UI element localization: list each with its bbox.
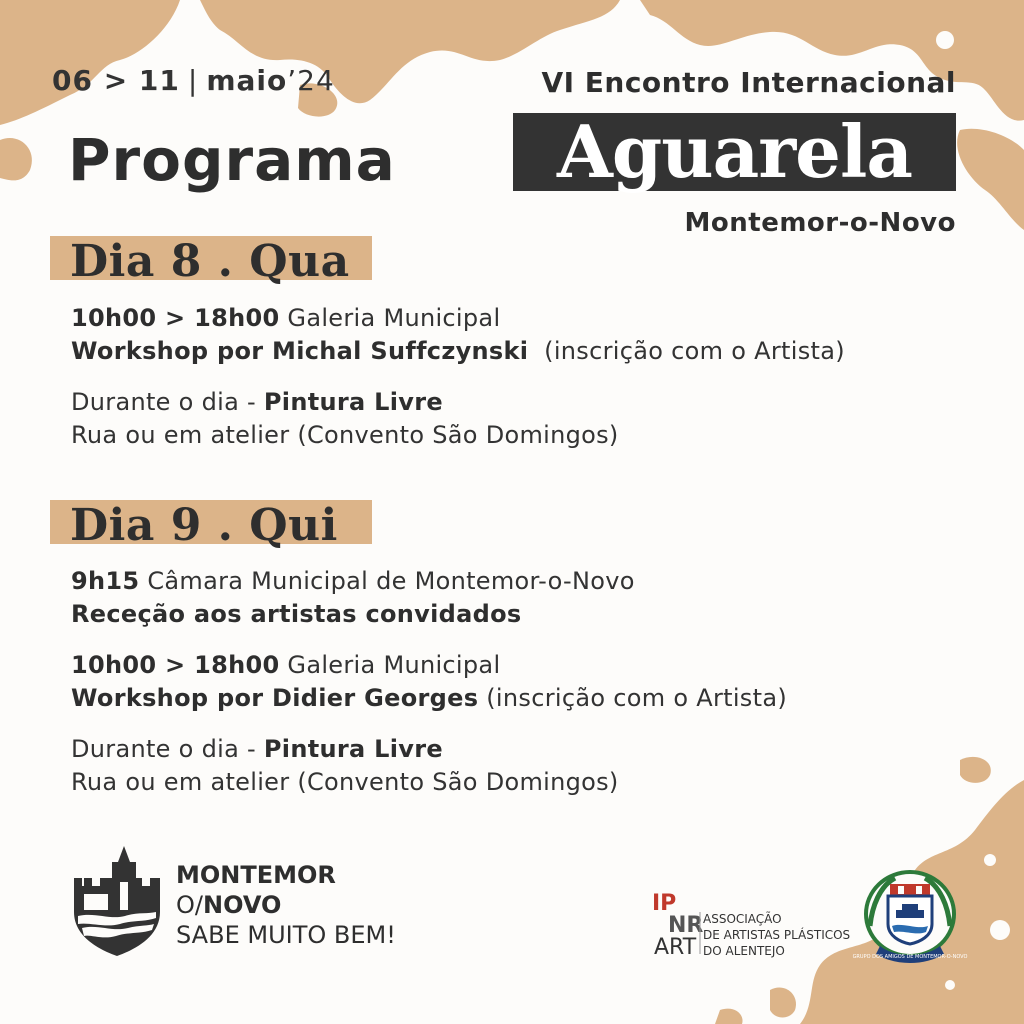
entry-event: Workshop por Michal Suffczynski [71,337,529,365]
entry-note: (inscrição com o Artista) [528,337,845,365]
entry-event: Pintura Livre [263,388,443,416]
day-2-entry-3-line-2: Rua ou em atelier (Convento São Domingos) [71,768,619,796]
entry-place: Galeria Municipal [279,304,501,332]
entry-time: 9h15 [71,567,140,595]
brand-line-2 [176,890,396,920]
day-1-entry-2-line-1 [71,386,443,418]
dates-separator: | [187,64,199,97]
event-dates [52,64,335,97]
day-1-entry-1-line-1 [71,302,500,334]
day-2-entry-1-line-2 [71,598,521,630]
brand-wordmark [176,860,396,950]
svg-text:IP: IP [652,891,677,916]
association-line-3: DO ALENTEJO [703,944,785,958]
entry-time: 10h00 > 18h00 [71,651,280,679]
entry-place: Galeria Municipal [279,651,501,679]
dates-month: maio [206,64,288,97]
brand-line-1: MONTEMOR [176,861,336,889]
day-2-entry-2-line-1 [71,649,500,681]
dates-range: 06 > 11 [52,64,180,97]
event-location: Montemor-o-Novo [684,208,956,238]
entry-event: Receção aos artistas convidados [71,600,522,628]
association-line-2: DE ARTISTAS PLÁSTICOS [703,928,851,942]
event-name-banner [513,109,956,194]
association-name [703,911,850,959]
entry-event: Workshop por Didier Georges [71,684,479,712]
svg-text:NR: NR [668,913,704,938]
event-subtitle: VI Encontro Internacional [541,66,956,99]
entry-note: (inscrição com o Artista) [478,684,787,712]
brand-tagline: SABE MUITO BEM! [176,921,396,949]
day-2-entry-2-line-2 [71,682,787,714]
dates-year: ’24 [287,64,335,97]
entry-place: Câmara Municipal de Montemor-o-Novo [139,567,635,595]
day-1-entry-2-line-2: Rua ou em atelier (Convento São Domingos) [71,421,619,449]
association-line-1: ASSOCIAÇÃO [703,912,782,926]
entry-event: Pintura Livre [263,735,443,763]
day-1-title: Dia 8 . Qua [70,236,350,287]
brand-line-2-main: NOVO [202,891,282,919]
entry-prefix: Durante o dia - [71,388,264,416]
day-2-entry-3-line-1 [71,733,443,765]
page-title: Programa [68,126,396,194]
heraldic-crest-icon [852,866,968,966]
entry-time: 10h00 > 18h00 [71,304,280,332]
day-2-entry-1-line-1 [71,565,635,597]
event-name: Aguarela [557,109,912,194]
castle-logo-icon [70,842,164,958]
crest-ribbon-text: GRUPO DOS AMIGOS DE MONTEMOR-O-NOVO [852,954,968,960]
brand-line-2-prefix: O/ [176,891,203,919]
svg-text:ART: ART [654,935,697,960]
entry-prefix: Durante o dia - [71,735,264,763]
day-2-title: Dia 9 . Qui [70,500,338,551]
day-1-entry-1-line-2 [71,335,845,367]
